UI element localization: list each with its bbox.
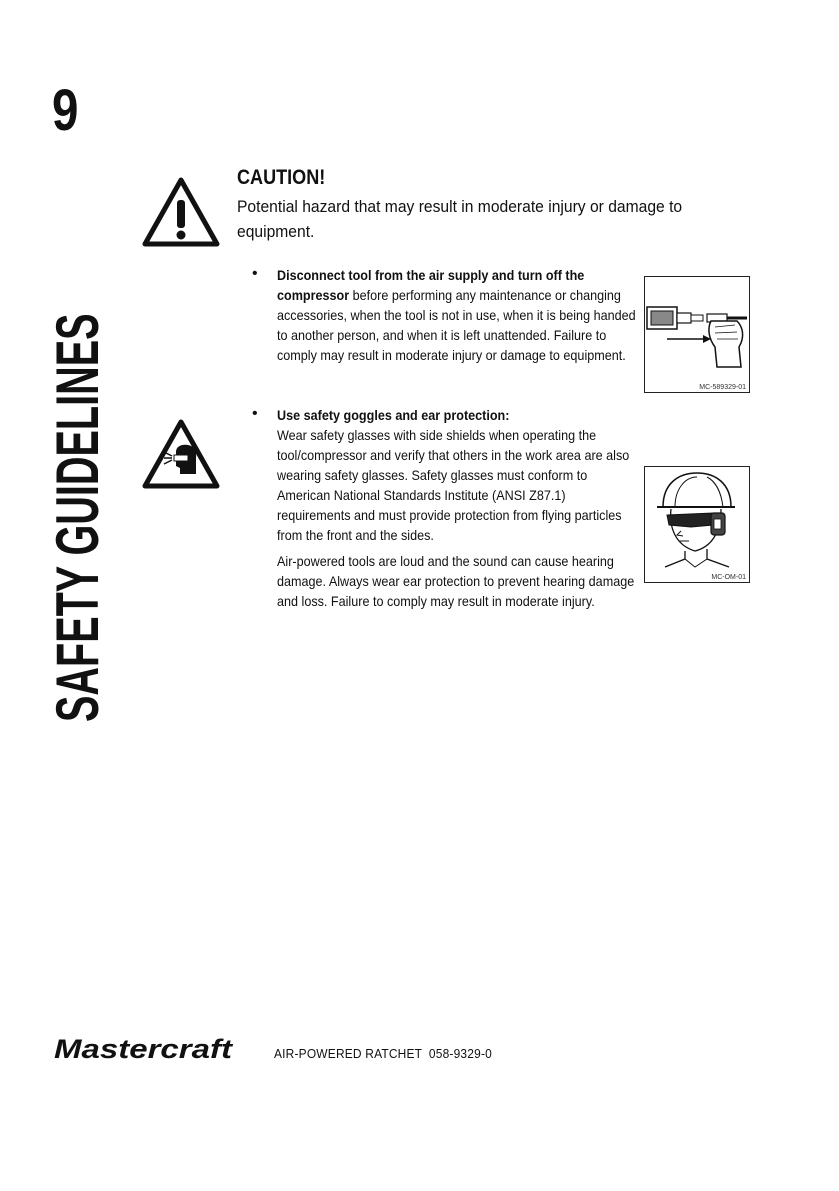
bullet-bold-lead: Disconnect tool from the air supply and turn off the compressor [277,267,585,303]
footer-product-label: AIR-POWERED RATCHET 058-9329-0 [274,1046,492,1061]
bullet-paragraph [277,265,637,365]
bullet-disconnect-tool [277,265,637,371]
caution-subtitle: Potential hazard that may result in moderate injury or damage to equipment. [237,197,683,241]
caution-heading: CAUTION! [237,166,326,189]
bullet-marker: • [252,405,258,422]
warning-triangle-icon [142,176,220,253]
section-title [44,212,111,722]
figure-disconnect-air [644,276,750,393]
mastercraft-logo [54,1035,234,1068]
section-title-text: SAFETY GUIDELINES [44,313,111,722]
figure-code: MC-589329-01 [699,384,746,391]
person-goggles-illustration [645,467,749,571]
figure-goggles-ear-protection [644,466,750,583]
section-title-container [44,212,111,722]
bullet-text: before performing any maintenance or changing accessories, when the tool is not in use, when it is being handed to another person, and when it is left unattended. Failure to comply may result in moderate injury or damage to equipment. [277,287,636,363]
brand-logo-text: Mastercraft [54,1034,234,1064]
figure-code: MC-OM-01 [711,574,746,581]
bullet-heading [277,405,637,425]
bullet-marker: • [252,265,258,282]
bullet-paragraph-1: Wear safety glasses with side shields when operating the tool/compressor and verify that others in the work area are also wearing safety glasses. Safety glasses must conform to American National Standards Institute (ANSI Z87.1) requirements and must provide protection from flying particles from the front and the sides. [277,427,630,543]
page-number: 9 [52,78,79,143]
ratchet-disconnect-illustration [645,277,749,377]
bullet-bold-lead: Use safety goggles and ear protection: [277,407,510,423]
bullet-paragraph-2: Air-powered tools are loud and the sound can cause hearing damage. Always wear ear protection to prevent hearing damage and loss. Failure to comply may result in moderate injury. [277,553,635,609]
bullet-goggles-ear-protection [277,405,637,617]
safety-goggles-icon [142,418,220,495]
